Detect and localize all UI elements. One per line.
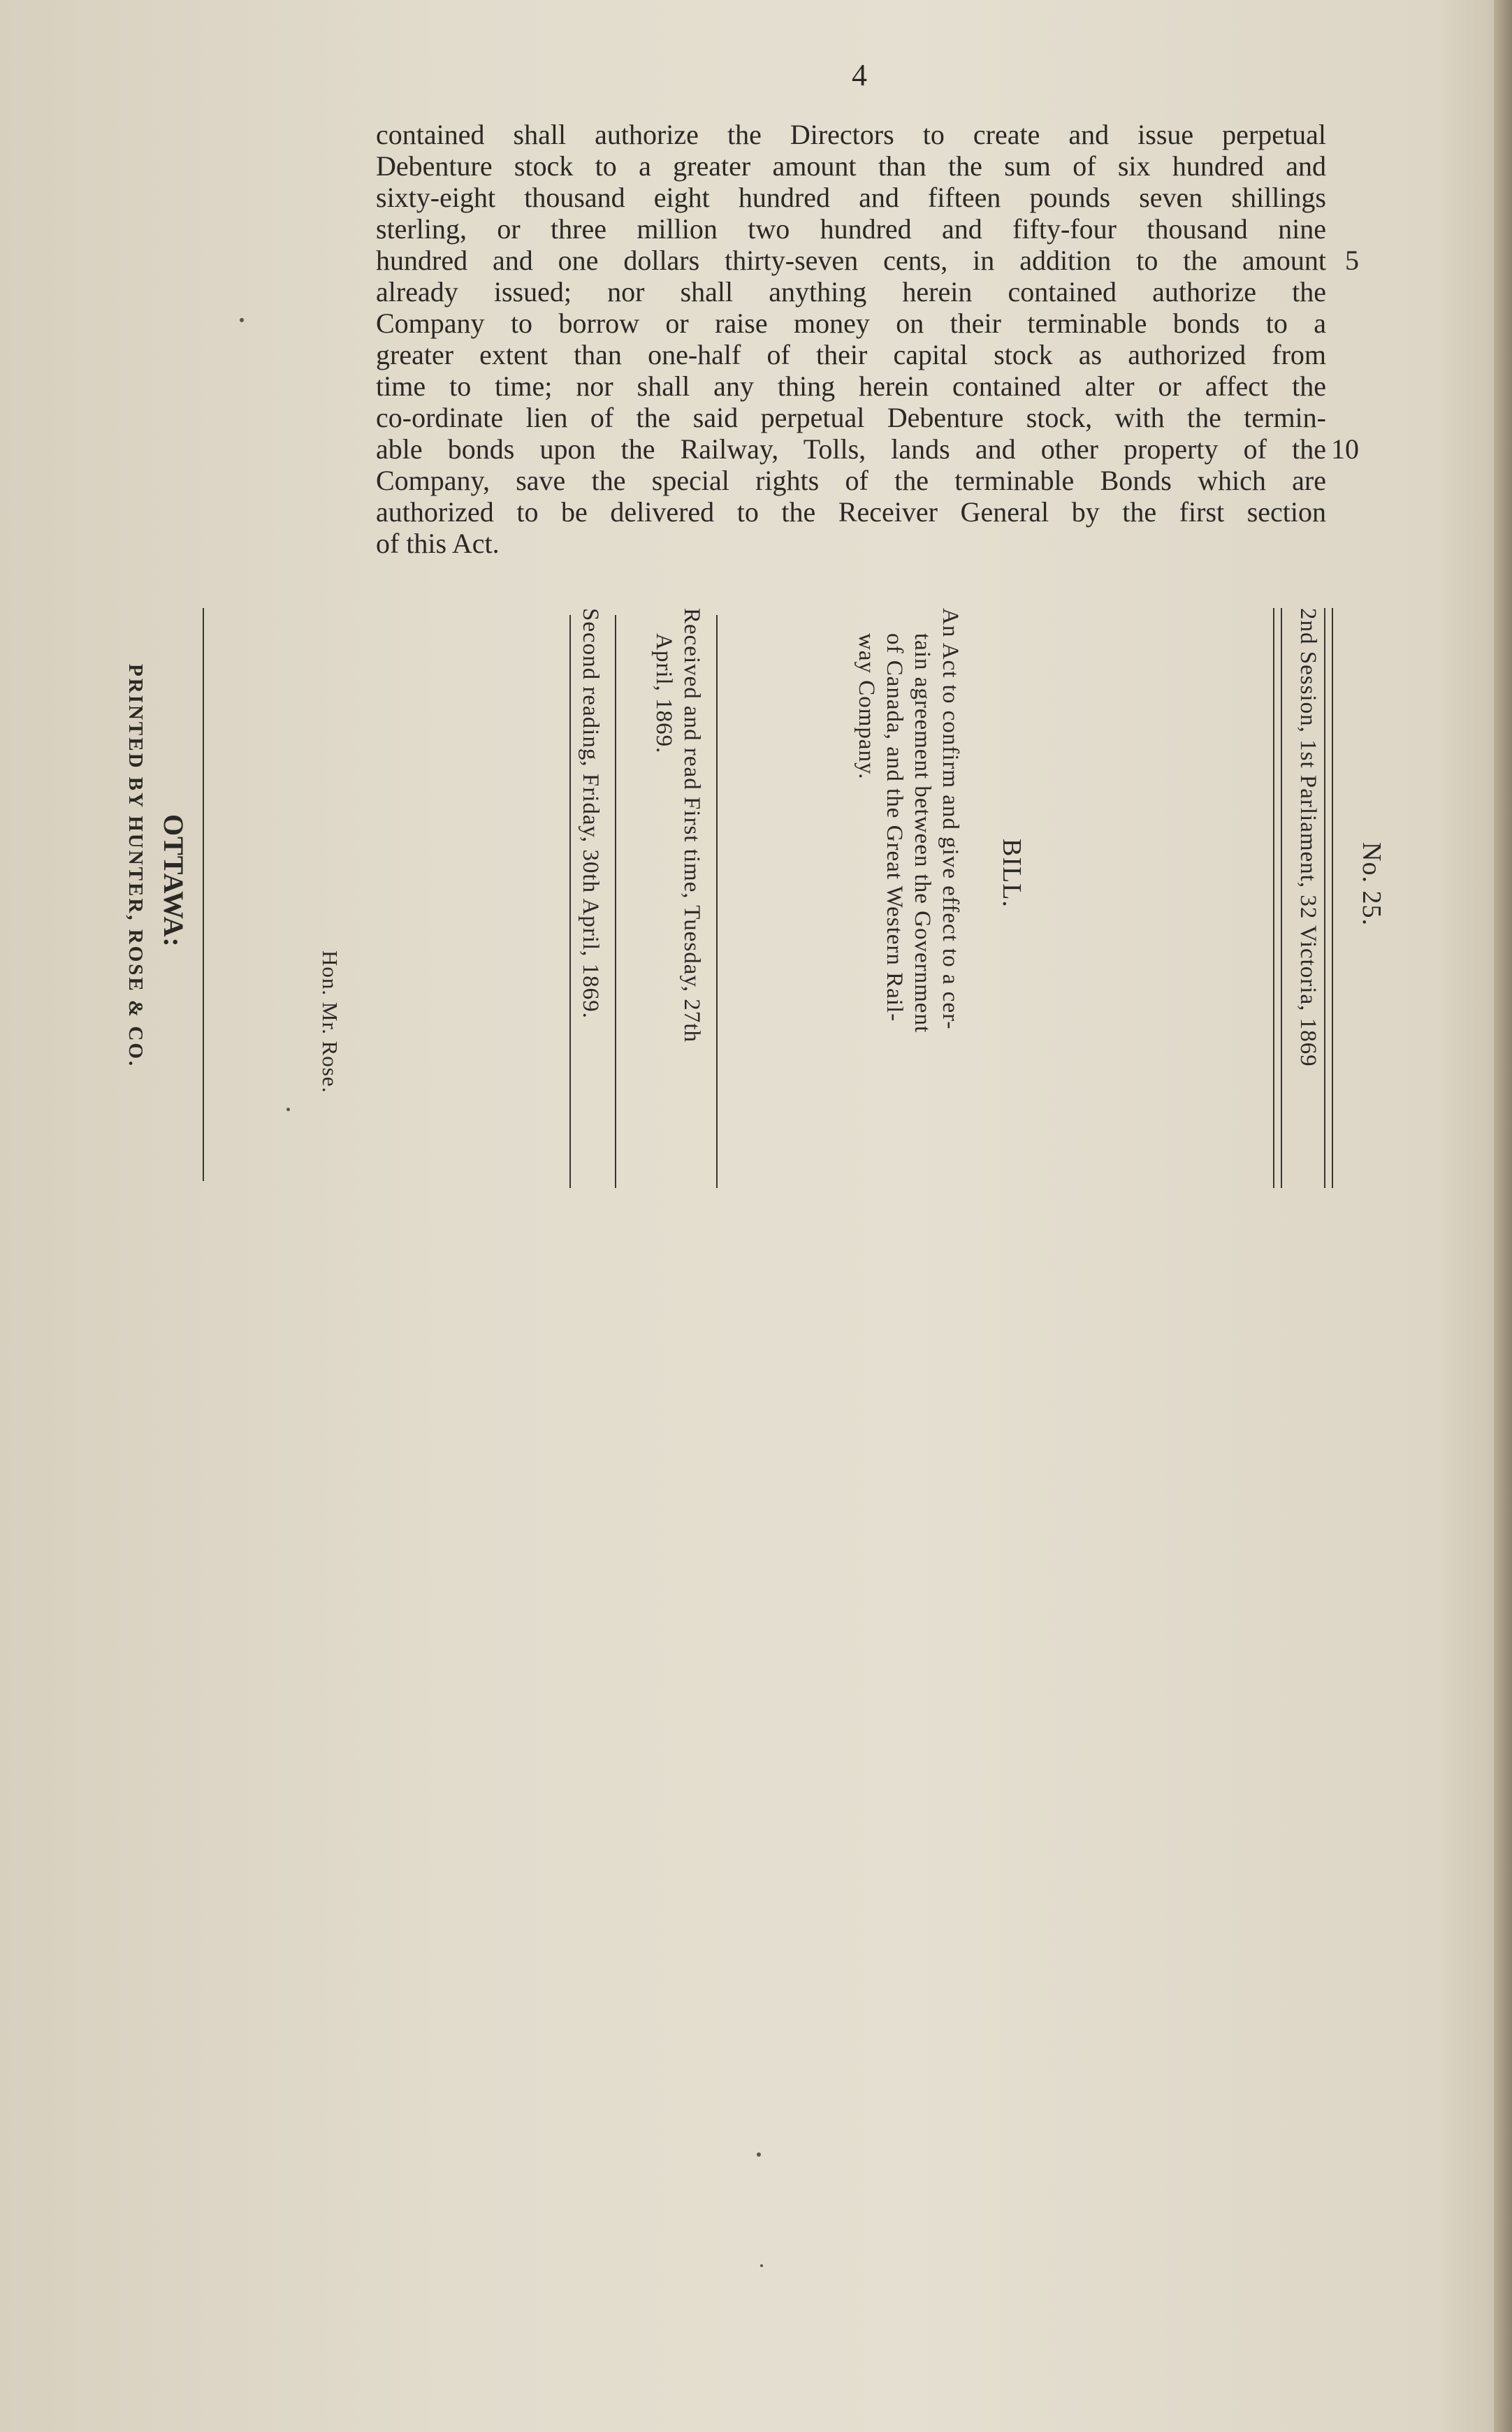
body-line: sterling, or three million two hundred and fifty-four thousand nine xyxy=(376,213,1326,245)
session-line: 2nd Session, 1st Parliament, 32 Victoria, 1869 xyxy=(1295,608,1321,1067)
second-reading-line: Second reading, Friday, 30th April, 1869. xyxy=(578,608,603,1019)
body-line: hundred and one dollars thirty-seven cents, in addition to the amount xyxy=(376,245,1326,276)
printer-city-block xyxy=(157,814,190,1408)
paper-speck xyxy=(240,318,244,322)
divider-rule xyxy=(716,615,718,1188)
body-line: Company, save the special rights of the terminable Bonds which are xyxy=(376,465,1326,496)
body-line: co-ordinate lien of the said perpetual Debenture stock, with the termin- xyxy=(376,402,1326,433)
sponsor-block xyxy=(317,950,342,1544)
page-number: 4 xyxy=(852,58,867,92)
body-line: sixty-eight thousand eight hundred and fifteen pounds seven shillings xyxy=(376,182,1326,213)
margin-line-number: 10 xyxy=(1331,433,1359,465)
double-rule xyxy=(1273,608,1282,1188)
body-line: Company to borrow or raise money on their terminable bonds to a xyxy=(376,307,1326,339)
paper-speck xyxy=(760,2264,763,2267)
body-line: already issued; nor shall anything herein contained authorize the xyxy=(376,276,1326,307)
body-line: contained shall authorize the Directors to create and issue perpetual xyxy=(376,119,1326,150)
double-rule xyxy=(1324,608,1333,1188)
body-line: time to time; nor shall any thing herein contained alter or affect the xyxy=(376,370,1326,402)
second-reading-block xyxy=(576,608,604,1202)
bill-title-line: An Act to confirm and give effect to a cer- xyxy=(938,608,963,1030)
body-line: greater extent than one-half of their capital stock as authorized from xyxy=(376,339,1326,370)
margin-line-number: 5 xyxy=(1345,245,1359,276)
paper-speck xyxy=(286,1108,290,1111)
bill-number-block xyxy=(1356,842,1387,1436)
first-reading-block xyxy=(650,608,706,1202)
bill-number: No. 25. xyxy=(1357,842,1386,926)
divider-rule xyxy=(569,615,571,1188)
first-reading-line: Received and read First time, Tuesday, 27th xyxy=(679,608,704,1043)
body-line: able bonds upon the Railway, Tolls, lands and other property of the xyxy=(376,433,1326,465)
printer-block xyxy=(124,664,147,1258)
sponsor-name: Hon. Mr. Rose. xyxy=(318,950,342,1094)
paper-speck xyxy=(757,2152,761,2157)
bill-title-line: way Company. xyxy=(854,633,879,780)
page-spine-edge xyxy=(1494,0,1512,2432)
body-line: Debenture stock to a greater amount than the sum of six hundred and xyxy=(376,150,1326,182)
act-body-text xyxy=(376,119,1326,559)
bill-heading: BILL. xyxy=(997,839,1026,908)
bill-title-line: of Canada, and the Great Western Rail- xyxy=(882,633,907,1022)
divider-rule xyxy=(615,615,616,1188)
bill-heading-block xyxy=(996,839,1027,1433)
bill-title-block xyxy=(852,608,964,1202)
body-line: of this Act. xyxy=(376,528,500,559)
divider-rule xyxy=(203,608,204,1181)
first-reading-line: April, 1869. xyxy=(651,633,676,754)
body-line: authorized to be delivered to the Receiver General by the first section xyxy=(376,496,1326,528)
printer-city: OTTAWA: xyxy=(158,814,189,948)
printer-name: PRINTED BY HUNTER, ROSE & CO. xyxy=(124,664,147,1069)
session-line-block xyxy=(1295,608,1321,1202)
bill-title-line: tain agreement between the Government xyxy=(910,633,935,1034)
